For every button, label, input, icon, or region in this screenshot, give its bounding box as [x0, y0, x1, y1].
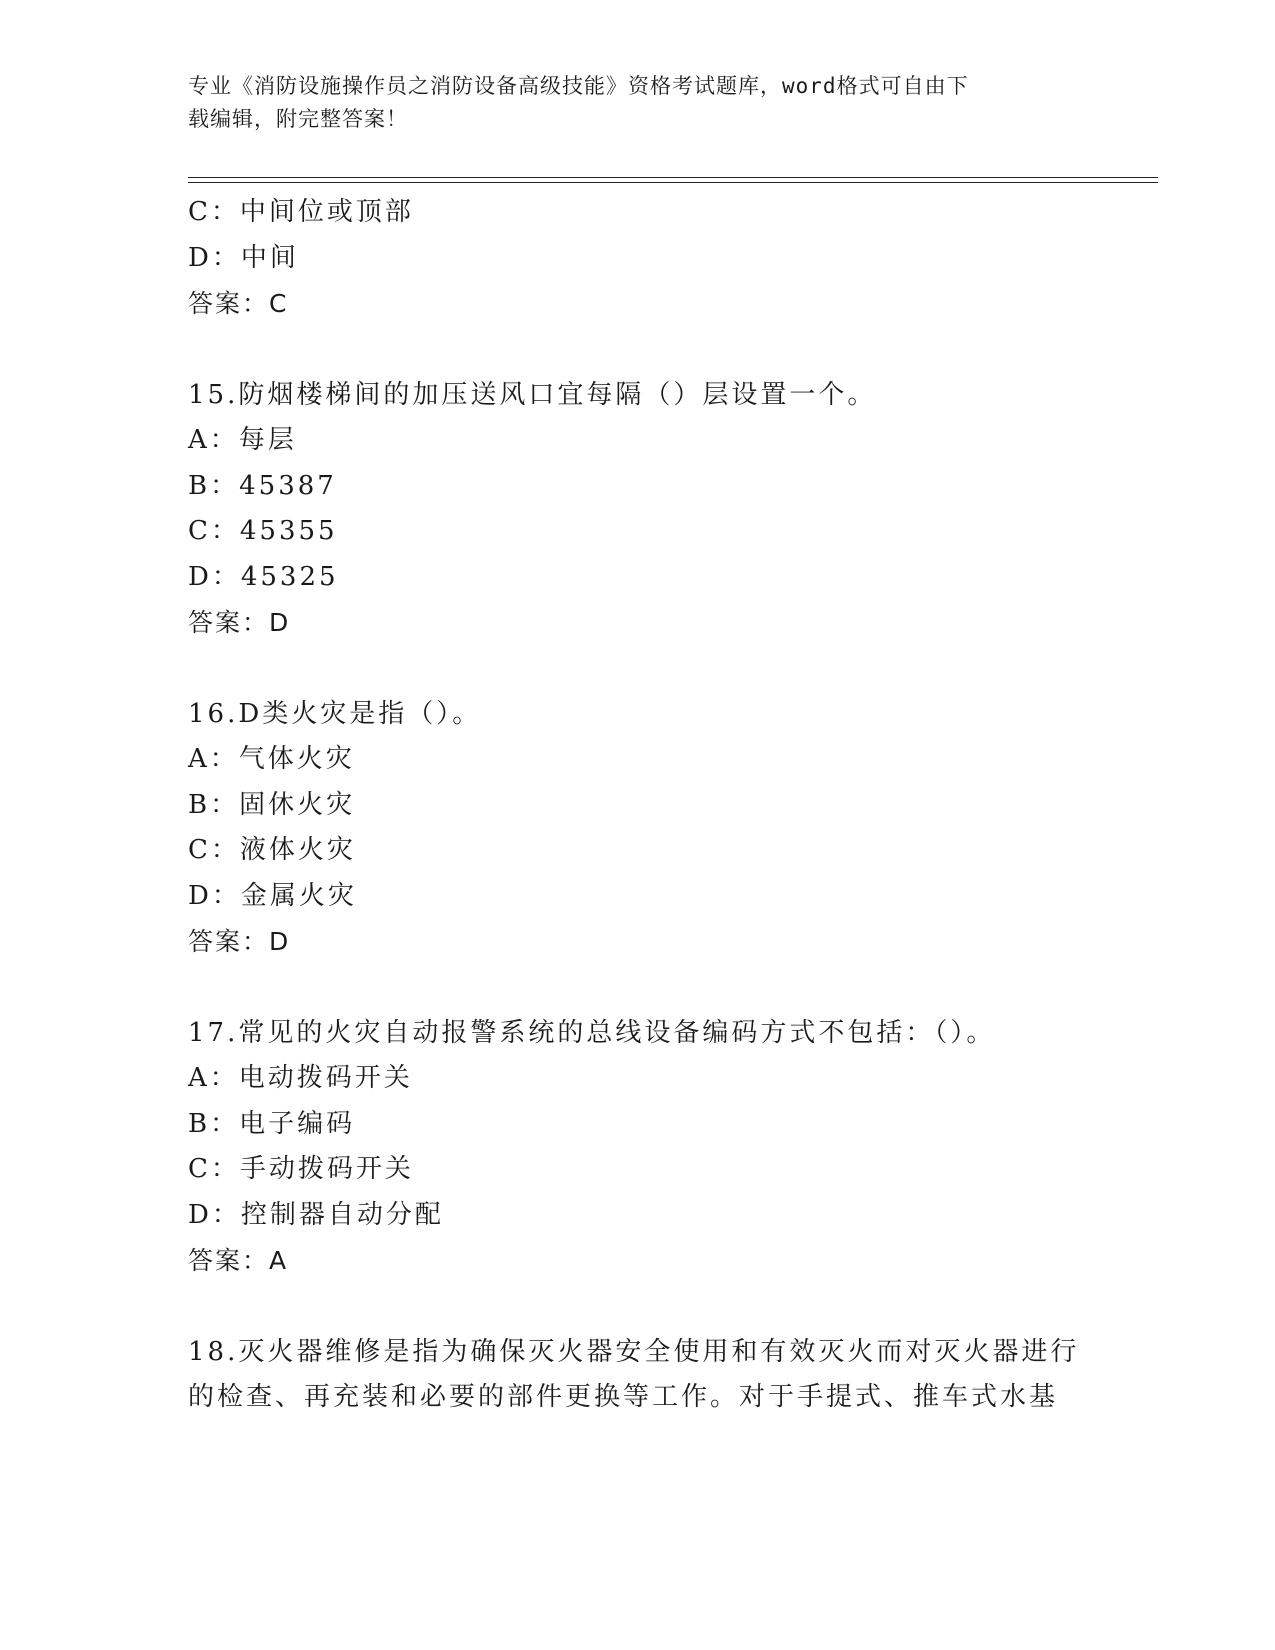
- option-c: C：45355: [188, 516, 338, 546]
- option-a: A：每层: [188, 425, 297, 455]
- header-line-2: 载编辑，附完整答案！: [188, 107, 408, 131]
- spacer: [188, 646, 1108, 692]
- question-stem: 15.防烟楼梯间的加压送风口宜每隔（）层设置一个。: [188, 379, 877, 410]
- option-b: B：固休火灾: [188, 789, 356, 820]
- option-c: C：液体火灾: [188, 835, 356, 865]
- document-header: [188, 70, 1088, 136]
- spacer: [188, 327, 1108, 373]
- option-d: D：45325: [188, 561, 339, 592]
- option-a: A：电动拨码开关: [188, 1063, 413, 1093]
- option-c: C：手动拨码开关: [188, 1154, 414, 1184]
- spacer: [188, 965, 1108, 1011]
- option-d: D：金属火灾: [188, 880, 357, 911]
- option-d: D：控制器自动分配: [188, 1199, 444, 1230]
- answer-line: 答案：D: [188, 927, 291, 956]
- option-c: C：中间位或顶部: [188, 197, 414, 227]
- question-17: [188, 1011, 1108, 1284]
- answer-line: 答案：D: [188, 608, 291, 637]
- answer-line: 答案：C: [188, 289, 289, 318]
- question-16: [188, 692, 1108, 965]
- option-a: A：气体火灾: [188, 744, 355, 774]
- option-b: B：45387: [188, 470, 337, 501]
- header-line-1: 专业《消防设施操作员之消防设备高级技能》资格考试题库，word格式可自由下: [188, 74, 969, 98]
- question-stem-line-1: 18.灭火器维修是指为确保灭火器安全使用和有效灭火而对灭火器进行: [188, 1336, 1080, 1367]
- option-b: B：电子编码: [188, 1108, 356, 1139]
- answer-line: 答案：A: [188, 1246, 289, 1275]
- option-d: D：中间: [188, 242, 299, 273]
- question-stem: 17.常见的火灾自动报警系统的总线设备编码方式不包括：（）。: [188, 1017, 996, 1048]
- header-divider-top: [188, 177, 1158, 178]
- question-18: [188, 1330, 1108, 1421]
- header-divider-bottom: [188, 182, 1158, 183]
- question-stem-line-2: 的检查、再充装和必要的部件更换等工作。对于手提式、推车式水基: [188, 1382, 1059, 1412]
- question-continued: [188, 190, 1108, 327]
- question-stem: 16.D类火灾是指（）。: [188, 698, 482, 729]
- question-15: [188, 373, 1108, 646]
- spacer: [188, 1284, 1108, 1330]
- question-list: [188, 190, 1108, 1421]
